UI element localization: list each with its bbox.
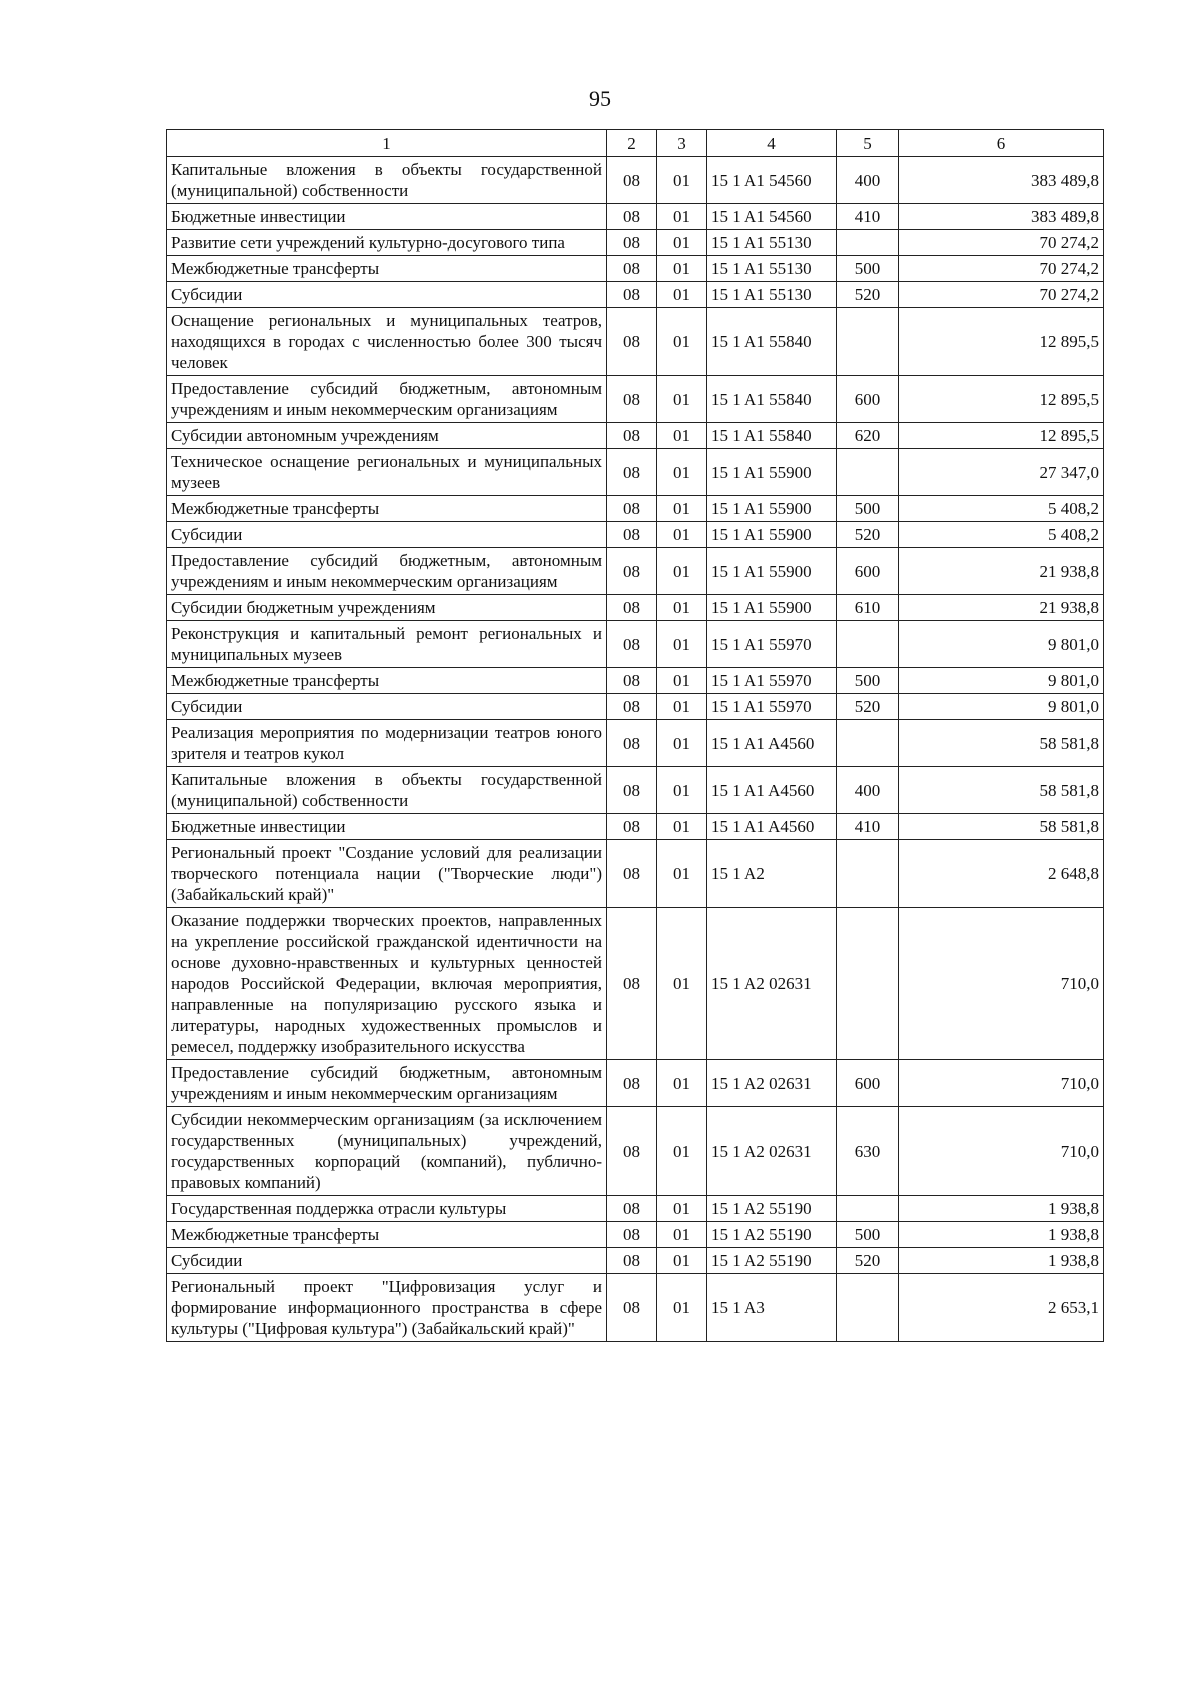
row-amount: 27 347,0	[899, 449, 1104, 496]
table-row	[167, 840, 1104, 908]
row-section: 08	[607, 814, 657, 840]
row-target-code: 15 1 A2 55190	[707, 1248, 837, 1274]
row-section: 08	[607, 376, 657, 423]
col-header-4: 4	[707, 130, 837, 157]
row-expense-type: 500	[837, 1222, 899, 1248]
table-row	[167, 908, 1104, 1060]
row-section: 08	[607, 1196, 657, 1222]
row-amount: 5 408,2	[899, 522, 1104, 548]
row-subsection: 01	[657, 522, 707, 548]
row-subsection: 01	[657, 449, 707, 496]
budget-table	[166, 129, 1104, 1342]
row-section: 08	[607, 230, 657, 256]
row-section: 08	[607, 840, 657, 908]
row-expense-type	[837, 621, 899, 668]
row-section: 08	[607, 449, 657, 496]
col-header-2: 2	[607, 130, 657, 157]
row-subsection: 01	[657, 840, 707, 908]
row-target-code: 15 1 A1 A4560	[707, 720, 837, 767]
row-expense-type: 500	[837, 668, 899, 694]
row-amount: 1 938,8	[899, 1196, 1104, 1222]
table-row	[167, 522, 1104, 548]
row-name: Межбюджетные трансферты	[167, 496, 607, 522]
row-subsection: 01	[657, 621, 707, 668]
row-amount: 710,0	[899, 1060, 1104, 1107]
row-subsection: 01	[657, 595, 707, 621]
table-row	[167, 308, 1104, 376]
row-target-code: 15 1 A1 55970	[707, 694, 837, 720]
col-header-6: 6	[899, 130, 1104, 157]
row-expense-type	[837, 908, 899, 1060]
row-name: Субсидии	[167, 694, 607, 720]
row-amount: 1 938,8	[899, 1222, 1104, 1248]
row-amount: 383 489,8	[899, 157, 1104, 204]
table-row	[167, 1274, 1104, 1342]
page-number: 95	[589, 86, 611, 111]
row-section: 08	[607, 204, 657, 230]
row-target-code: 15 1 A2 02631	[707, 1107, 837, 1196]
row-amount: 12 895,5	[899, 423, 1104, 449]
row-amount: 70 274,2	[899, 256, 1104, 282]
row-subsection: 01	[657, 308, 707, 376]
row-amount: 58 581,8	[899, 814, 1104, 840]
row-section: 08	[607, 668, 657, 694]
row-amount: 58 581,8	[899, 720, 1104, 767]
row-subsection: 01	[657, 376, 707, 423]
row-section: 08	[607, 308, 657, 376]
row-expense-type: 500	[837, 256, 899, 282]
row-name: Предоставление субсидий бюджетным, автономным учреждениям и иным некоммерческим организациям	[167, 1060, 607, 1107]
row-amount: 21 938,8	[899, 595, 1104, 621]
row-name: Региональный проект "Создание условий для реализации творческого потенциала нации ("Творческие люди") (Забайкальский край)"	[167, 840, 607, 908]
row-name: Бюджетные инвестиции	[167, 204, 607, 230]
row-expense-type	[837, 308, 899, 376]
row-subsection: 01	[657, 1222, 707, 1248]
row-target-code: 15 1 A1 55840	[707, 308, 837, 376]
col-header-5: 5	[837, 130, 899, 157]
row-subsection: 01	[657, 694, 707, 720]
row-expense-type	[837, 230, 899, 256]
table-row	[167, 449, 1104, 496]
row-section: 08	[607, 908, 657, 1060]
row-target-code: 15 1 A2 02631	[707, 908, 837, 1060]
row-name: Межбюджетные трансферты	[167, 668, 607, 694]
row-amount: 383 489,8	[899, 204, 1104, 230]
row-section: 08	[607, 496, 657, 522]
row-target-code: 15 1 A1 A4560	[707, 767, 837, 814]
table-row	[167, 668, 1104, 694]
row-subsection: 01	[657, 1060, 707, 1107]
row-target-code: 15 1 A1 55130	[707, 282, 837, 308]
row-subsection: 01	[657, 668, 707, 694]
row-target-code: 15 1 A1 55900	[707, 449, 837, 496]
table-row	[167, 282, 1104, 308]
row-expense-type: 520	[837, 282, 899, 308]
row-expense-type	[837, 720, 899, 767]
table-row	[167, 256, 1104, 282]
row-expense-type: 610	[837, 595, 899, 621]
row-subsection: 01	[657, 1196, 707, 1222]
row-expense-type: 400	[837, 157, 899, 204]
row-amount: 9 801,0	[899, 668, 1104, 694]
row-target-code: 15 1 A1 55130	[707, 230, 837, 256]
row-expense-type: 520	[837, 694, 899, 720]
row-target-code: 15 1 A1 55970	[707, 668, 837, 694]
row-subsection: 01	[657, 1107, 707, 1196]
row-target-code: 15 1 A1 A4560	[707, 814, 837, 840]
row-expense-type	[837, 1196, 899, 1222]
row-amount: 5 408,2	[899, 496, 1104, 522]
row-name: Оснащение региональных и муниципальных театров, находящихся в городах с численностью более 300 тысяч человек	[167, 308, 607, 376]
row-expense-type: 520	[837, 522, 899, 548]
row-section: 08	[607, 1060, 657, 1107]
row-section: 08	[607, 548, 657, 595]
table-row	[167, 376, 1104, 423]
row-amount: 2 653,1	[899, 1274, 1104, 1342]
row-amount: 9 801,0	[899, 694, 1104, 720]
row-section: 08	[607, 1274, 657, 1342]
row-target-code: 15 1 A1 55840	[707, 376, 837, 423]
row-name: Оказание поддержки творческих проектов, направленных на укрепление российской гражданской идентичности на основе духовно-нравственных и культурных ценностей народов Российской Федерации, включая мероприятия, направленные на популяризацию русского языка и литературы, народных художественных промыслов и ремесел, поддержку изобразительного искусства	[167, 908, 607, 1060]
row-target-code: 15 1 A2	[707, 840, 837, 908]
row-amount: 12 895,5	[899, 376, 1104, 423]
row-subsection: 01	[657, 767, 707, 814]
row-target-code: 15 1 A1 55840	[707, 423, 837, 449]
row-amount: 1 938,8	[899, 1248, 1104, 1274]
row-target-code: 15 1 A1 55900	[707, 548, 837, 595]
row-amount: 9 801,0	[899, 621, 1104, 668]
row-name: Предоставление субсидий бюджетным, автономным учреждениям и иным некоммерческим организациям	[167, 548, 607, 595]
table-row	[167, 1060, 1104, 1107]
row-name: Техническое оснащение региональных и муниципальных музеев	[167, 449, 607, 496]
table-body	[167, 157, 1104, 1342]
row-name: Межбюджетные трансферты	[167, 256, 607, 282]
row-name: Предоставление субсидий бюджетным, автономным учреждениям и иным некоммерческим организациям	[167, 376, 607, 423]
row-name: Субсидии автономным учреждениям	[167, 423, 607, 449]
row-target-code: 15 1 A2 02631	[707, 1060, 837, 1107]
table-row	[167, 1107, 1104, 1196]
row-expense-type: 400	[837, 767, 899, 814]
row-name: Региональный проект "Цифровизация услуг и формирование информационного пространства в сфере культуры ("Цифровая культура") (Забайкальский край)"	[167, 1274, 607, 1342]
row-name: Государственная поддержка отрасли культуры	[167, 1196, 607, 1222]
row-name: Капитальные вложения в объекты государственной (муниципальной) собственности	[167, 157, 607, 204]
row-name: Субсидии бюджетным учреждениям	[167, 595, 607, 621]
row-amount: 710,0	[899, 1107, 1104, 1196]
table-row	[167, 157, 1104, 204]
row-expense-type	[837, 840, 899, 908]
row-subsection: 01	[657, 720, 707, 767]
row-name: Субсидии	[167, 1248, 607, 1274]
row-name: Субсидии	[167, 282, 607, 308]
row-target-code: 15 1 A1 55970	[707, 621, 837, 668]
row-name: Развитие сети учреждений культурно-досугового типа	[167, 230, 607, 256]
row-target-code: 15 1 A2 55190	[707, 1222, 837, 1248]
row-subsection: 01	[657, 256, 707, 282]
row-subsection: 01	[657, 204, 707, 230]
row-subsection: 01	[657, 282, 707, 308]
row-expense-type: 620	[837, 423, 899, 449]
row-subsection: 01	[657, 1248, 707, 1274]
row-expense-type: 410	[837, 204, 899, 230]
row-target-code: 15 1 A1 54560	[707, 157, 837, 204]
table-row	[167, 423, 1104, 449]
row-section: 08	[607, 1107, 657, 1196]
row-expense-type: 600	[837, 1060, 899, 1107]
row-subsection: 01	[657, 423, 707, 449]
row-expense-type: 600	[837, 548, 899, 595]
row-name: Субсидии некоммерческим организациям (за исключением государственных (муниципальных) учреждений, государственных корпораций (компаний), публично-правовых компаний)	[167, 1107, 607, 1196]
row-expense-type	[837, 449, 899, 496]
row-target-code: 15 1 A1 55900	[707, 595, 837, 621]
table-row	[167, 1196, 1104, 1222]
row-amount: 58 581,8	[899, 767, 1104, 814]
row-target-code: 15 1 A1 55130	[707, 256, 837, 282]
row-subsection: 01	[657, 496, 707, 522]
row-amount: 710,0	[899, 908, 1104, 1060]
row-expense-type: 410	[837, 814, 899, 840]
row-section: 08	[607, 1222, 657, 1248]
row-subsection: 01	[657, 548, 707, 595]
row-target-code: 15 1 A3	[707, 1274, 837, 1342]
row-name: Субсидии	[167, 522, 607, 548]
row-section: 08	[607, 1248, 657, 1274]
col-header-1: 1	[167, 130, 607, 157]
table-row	[167, 230, 1104, 256]
table-row	[167, 814, 1104, 840]
row-subsection: 01	[657, 908, 707, 1060]
row-expense-type: 500	[837, 496, 899, 522]
row-section: 08	[607, 282, 657, 308]
table-row	[167, 1222, 1104, 1248]
row-section: 08	[607, 256, 657, 282]
table-row	[167, 767, 1104, 814]
row-section: 08	[607, 694, 657, 720]
row-name: Реализация мероприятия по модернизации театров юного зрителя и театров кукол	[167, 720, 607, 767]
row-target-code: 15 1 A1 55900	[707, 522, 837, 548]
row-section: 08	[607, 595, 657, 621]
row-target-code: 15 1 A1 54560	[707, 204, 837, 230]
row-expense-type: 520	[837, 1248, 899, 1274]
table-row	[167, 496, 1104, 522]
table-row	[167, 1248, 1104, 1274]
row-section: 08	[607, 767, 657, 814]
row-expense-type: 630	[837, 1107, 899, 1196]
row-expense-type	[837, 1274, 899, 1342]
row-expense-type: 600	[837, 376, 899, 423]
table-row	[167, 621, 1104, 668]
row-section: 08	[607, 157, 657, 204]
table-row	[167, 694, 1104, 720]
table-row	[167, 548, 1104, 595]
row-target-code: 15 1 A1 55900	[707, 496, 837, 522]
row-name: Реконструкция и капитальный ремонт региональных и муниципальных музеев	[167, 621, 607, 668]
row-section: 08	[607, 621, 657, 668]
table-header-row	[167, 130, 1104, 157]
row-section: 08	[607, 720, 657, 767]
table-row	[167, 595, 1104, 621]
row-amount: 12 895,5	[899, 308, 1104, 376]
row-target-code: 15 1 A2 55190	[707, 1196, 837, 1222]
row-section: 08	[607, 423, 657, 449]
table-row	[167, 204, 1104, 230]
row-name: Капитальные вложения в объекты государственной (муниципальной) собственности	[167, 767, 607, 814]
row-subsection: 01	[657, 157, 707, 204]
row-amount: 70 274,2	[899, 230, 1104, 256]
row-section: 08	[607, 522, 657, 548]
row-subsection: 01	[657, 814, 707, 840]
row-name: Бюджетные инвестиции	[167, 814, 607, 840]
row-subsection: 01	[657, 1274, 707, 1342]
row-amount: 21 938,8	[899, 548, 1104, 595]
row-amount: 70 274,2	[899, 282, 1104, 308]
row-subsection: 01	[657, 230, 707, 256]
row-amount: 2 648,8	[899, 840, 1104, 908]
row-name: Межбюджетные трансферты	[167, 1222, 607, 1248]
table-row	[167, 720, 1104, 767]
col-header-3: 3	[657, 130, 707, 157]
